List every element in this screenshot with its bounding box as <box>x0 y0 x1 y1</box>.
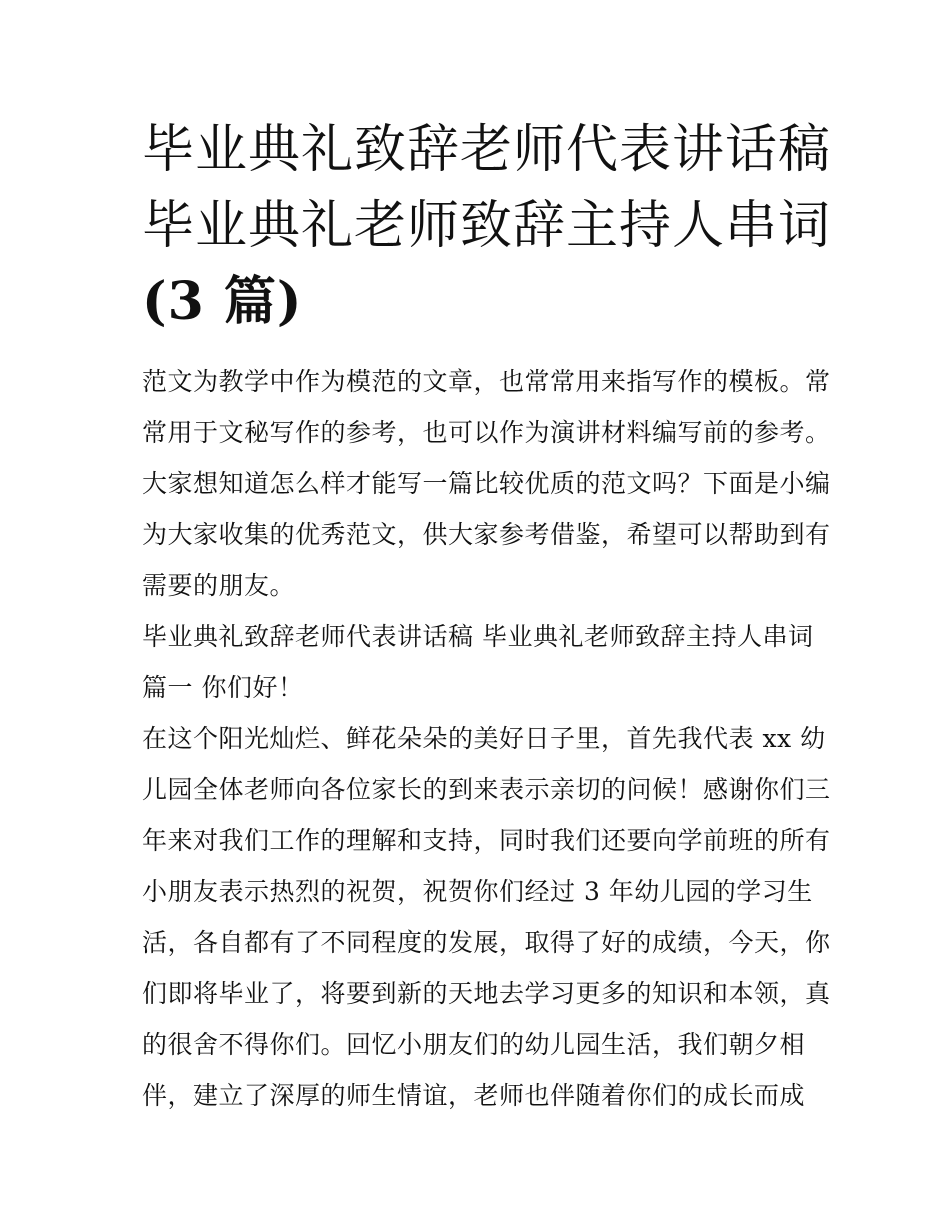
title-line-2: 毕业典礼老师致辞主持人串词 <box>142 196 832 256</box>
body-line: 小朋友表示热烈的祝贺，祝贺你们经过 3 年幼儿园的学习生 <box>142 877 813 906</box>
body-line: 儿园全体老师向各位家长的到来表示亲切的问候！感谢你们三 <box>142 775 831 804</box>
document-title <box>142 112 832 340</box>
section-heading-line: 毕业典礼致辞老师代表讲话稿 毕业典礼老师致辞主持人串词 <box>142 622 814 651</box>
body-line: 伴，建立了深厚的师生情谊，老师也伴随着你们的成长而成 <box>142 1081 806 1110</box>
body-line: 年来对我们工作的理解和支持，同时我们还要向学前班的所有 <box>142 826 831 855</box>
greeting-line: 篇一 你们好！ <box>142 673 304 702</box>
body-line: 们即将毕业了，将要到新的天地去学习更多的知识和本领，真 <box>142 979 831 1008</box>
body-line: 的很舍不得你们。回忆小朋友们的幼儿园生活，我们朝夕相 <box>142 1030 806 1059</box>
body-line: 需要的朋友。 <box>142 571 296 600</box>
body-line: 为大家收集的优秀范文，供大家参考借鉴，希望可以帮助到有 <box>142 520 831 549</box>
title-line-1: 毕业典礼致辞老师代表讲话稿 <box>142 120 832 180</box>
title-line-3: (3 篇) <box>142 271 303 332</box>
body-line: 活，各自都有了不同程度的发展，取得了好的成绩，今天，你 <box>142 928 831 957</box>
body-line: 在这个阳光灿烂、鲜花朵朵的美好日子里，首先我代表 xx 幼 <box>142 724 826 753</box>
body-line: 大家想知道怎么样才能写一篇比较优质的范文吗？下面是小编 <box>142 469 831 498</box>
body-line: 范文为教学中作为模范的文章，也常常用来指写作的模板。常 <box>142 367 831 396</box>
body-line: 常用于文秘写作的参考，也可以作为演讲材料编写前的参考。 <box>142 418 831 447</box>
document-body <box>142 356 831 1121</box>
